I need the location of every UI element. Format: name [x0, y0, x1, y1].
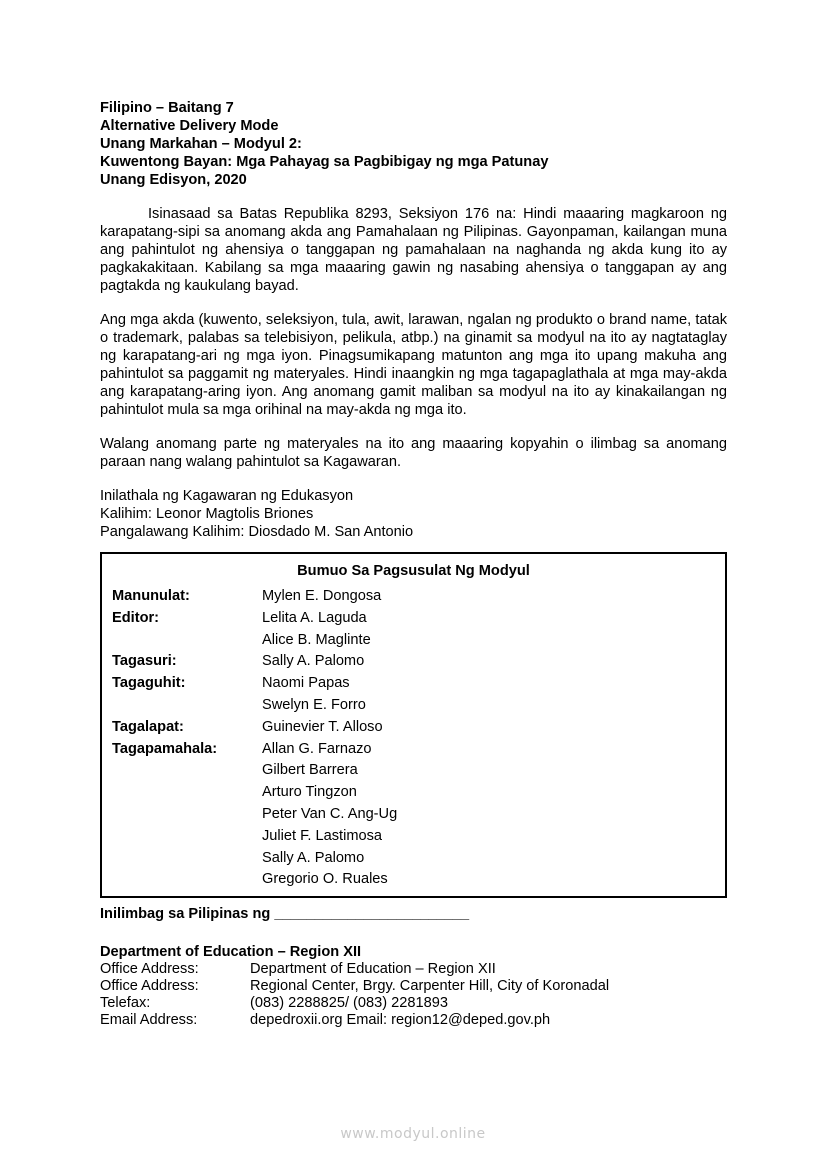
credit-row	[112, 630, 712, 652]
title-block	[100, 99, 727, 189]
credit-role	[112, 826, 262, 848]
contact-row	[100, 995, 727, 1012]
credit-name: Lelita A. Laguda	[262, 609, 367, 626]
credit-role	[112, 869, 262, 891]
contact-value: depedroxii.org Email: region12@deped.gov.ph	[250, 1012, 551, 1028]
credit-role	[112, 782, 262, 804]
publisher-line: Inilathala ng Kagawaran ng Edukasyon	[100, 488, 354, 504]
credit-name: Mylen E. Dongosa	[262, 588, 382, 604]
credit-row	[112, 760, 712, 782]
credit-role	[112, 630, 262, 652]
delivery-mode: Alternative Delivery Mode	[100, 118, 279, 134]
credit-role: Editor:	[112, 609, 160, 626]
credit-name: Peter Van C. Ang-Ug	[262, 805, 398, 822]
credit-row	[112, 608, 712, 630]
credit-row	[112, 695, 712, 717]
credit-role: Tagaguhit:	[112, 675, 186, 692]
credit-row	[112, 651, 712, 673]
contact-label: Telefax:	[100, 995, 151, 1011]
credit-row	[112, 586, 712, 608]
credit-role: Tagapamahala:	[112, 740, 218, 757]
credit-row	[112, 717, 712, 739]
edition: Unang Edisyon, 2020	[100, 172, 247, 188]
credit-name: Arturo Tingzon	[262, 784, 357, 801]
contact-row	[100, 961, 727, 978]
credit-role: Manunulat:	[112, 588, 190, 604]
credit-role	[112, 804, 262, 826]
contact-value: Department of Education – Region XII	[250, 961, 496, 977]
credit-row	[112, 848, 712, 870]
credit-name: Sally A. Palomo	[262, 653, 365, 670]
credit-role: Tagalapat:	[112, 718, 184, 735]
credit-role	[112, 760, 262, 782]
module-title: Kuwentong Bayan: Mga Pahayag sa Pagbibigay ng mga Patunay	[100, 154, 549, 170]
publisher-block	[100, 487, 727, 541]
credit-row	[112, 739, 712, 761]
contact-value: (083) 2288825/ (083) 2281893	[250, 995, 448, 1011]
watermark: www.modyul.online	[340, 1126, 486, 1142]
contact-label: Office Address:	[100, 978, 199, 994]
credits-list	[112, 586, 712, 891]
secretary-line: Kalihim: Leonor Magtolis Briones	[100, 506, 314, 522]
credit-row	[112, 826, 712, 848]
subject-grade: Filipino – Baitang 7	[100, 100, 234, 116]
contact-value: Regional Center, Brgy. Carpenter Hill, City of Koronadal	[250, 978, 610, 994]
credit-role: Tagasuri:	[112, 653, 177, 670]
copyright-page	[100, 99, 727, 1028]
credit-role	[112, 695, 262, 717]
quarter-module: Unang Markahan – Modyul 2:	[100, 136, 302, 152]
credit-name: Gregorio O. Ruales	[262, 871, 388, 888]
copyright-paragraph-3: Walang anomang parte ng materyales na ito ang maaaring kopyahin o ilimbag sa anomang paraan nang walang pahintulot sa Kagawaran.	[100, 436, 727, 470]
undersecretary-line: Pangalawang Kalihim: Diosdado M. San Antonio	[100, 524, 414, 540]
credit-role	[112, 848, 262, 870]
printed-by-line: Inilimbag sa Pilipinas ng ________________________	[100, 906, 470, 922]
deped-contact-block	[100, 943, 727, 1029]
credit-name: Gilbert Barrera	[262, 762, 358, 779]
credit-row	[112, 869, 712, 891]
deped-title: Department of Education – Region XII	[100, 944, 362, 960]
contact-label: Office Address:	[100, 961, 199, 977]
copyright-paragraph-1: Isinasaad sa Batas Republika 8293, Seksiyon 176 na: Hindi maaaring magkaroon ng karapatang-sipi sa anomang akda ang Pamahalaan ng Pilipinas. Gayonpaman, kailangan muna ang pahintulot ng ahensiya o tanggapan ng pamahalaan na naghanda ng akda kung ito ay pagkakakitaan. Kabilang sa mga maaaring gawin ng nasabing ahensiya o tanggapan ay ang pagtakda ng kaukulang bayad.	[100, 206, 727, 294]
credits-title: Bumuo Sa Pagsusulat Ng Modyul	[297, 563, 530, 579]
credits-box	[100, 552, 727, 898]
credit-name: Alice B. Maglinte	[262, 631, 371, 648]
credit-name: Allan G. Farnazo	[262, 740, 372, 757]
contact-row	[100, 978, 727, 995]
contact-label: Email Address:	[100, 1012, 198, 1028]
copyright-paragraph-2: Ang mga akda (kuwento, seleksiyon, tula, awit, larawan, ngalan ng produkto o brand name, tatak o trademark, palabas sa telebisiyon, pelikula, atbp.) na ginamit sa modyul na ito ay nagtataglay ng karapatang-ari ng mga iyon. Pinagsumikapang matunton ang mga ito upang makuha ang pahintulot sa paggamit ng materyales. Hindi inaangkin ng mga tagapaglathala at mga may-akda ang karapatang-aring iyon. Ang anomang gamit maliban sa modyul na ito ay kinakailangan ng pahintulot mula sa mga orihinal na may-akda ng mga ito.	[100, 312, 727, 418]
credit-row	[112, 673, 712, 695]
credit-name: Swelyn E. Forro	[262, 696, 366, 713]
contact-row	[100, 1012, 727, 1029]
credit-row	[112, 804, 712, 826]
credit-name: Juliet F. Lastimosa	[262, 827, 383, 844]
credit-name: Naomi Papas	[262, 675, 350, 692]
credit-row	[112, 782, 712, 804]
credit-name: Sally A. Palomo	[262, 849, 365, 866]
credit-name: Guinevier T. Alloso	[262, 718, 383, 735]
